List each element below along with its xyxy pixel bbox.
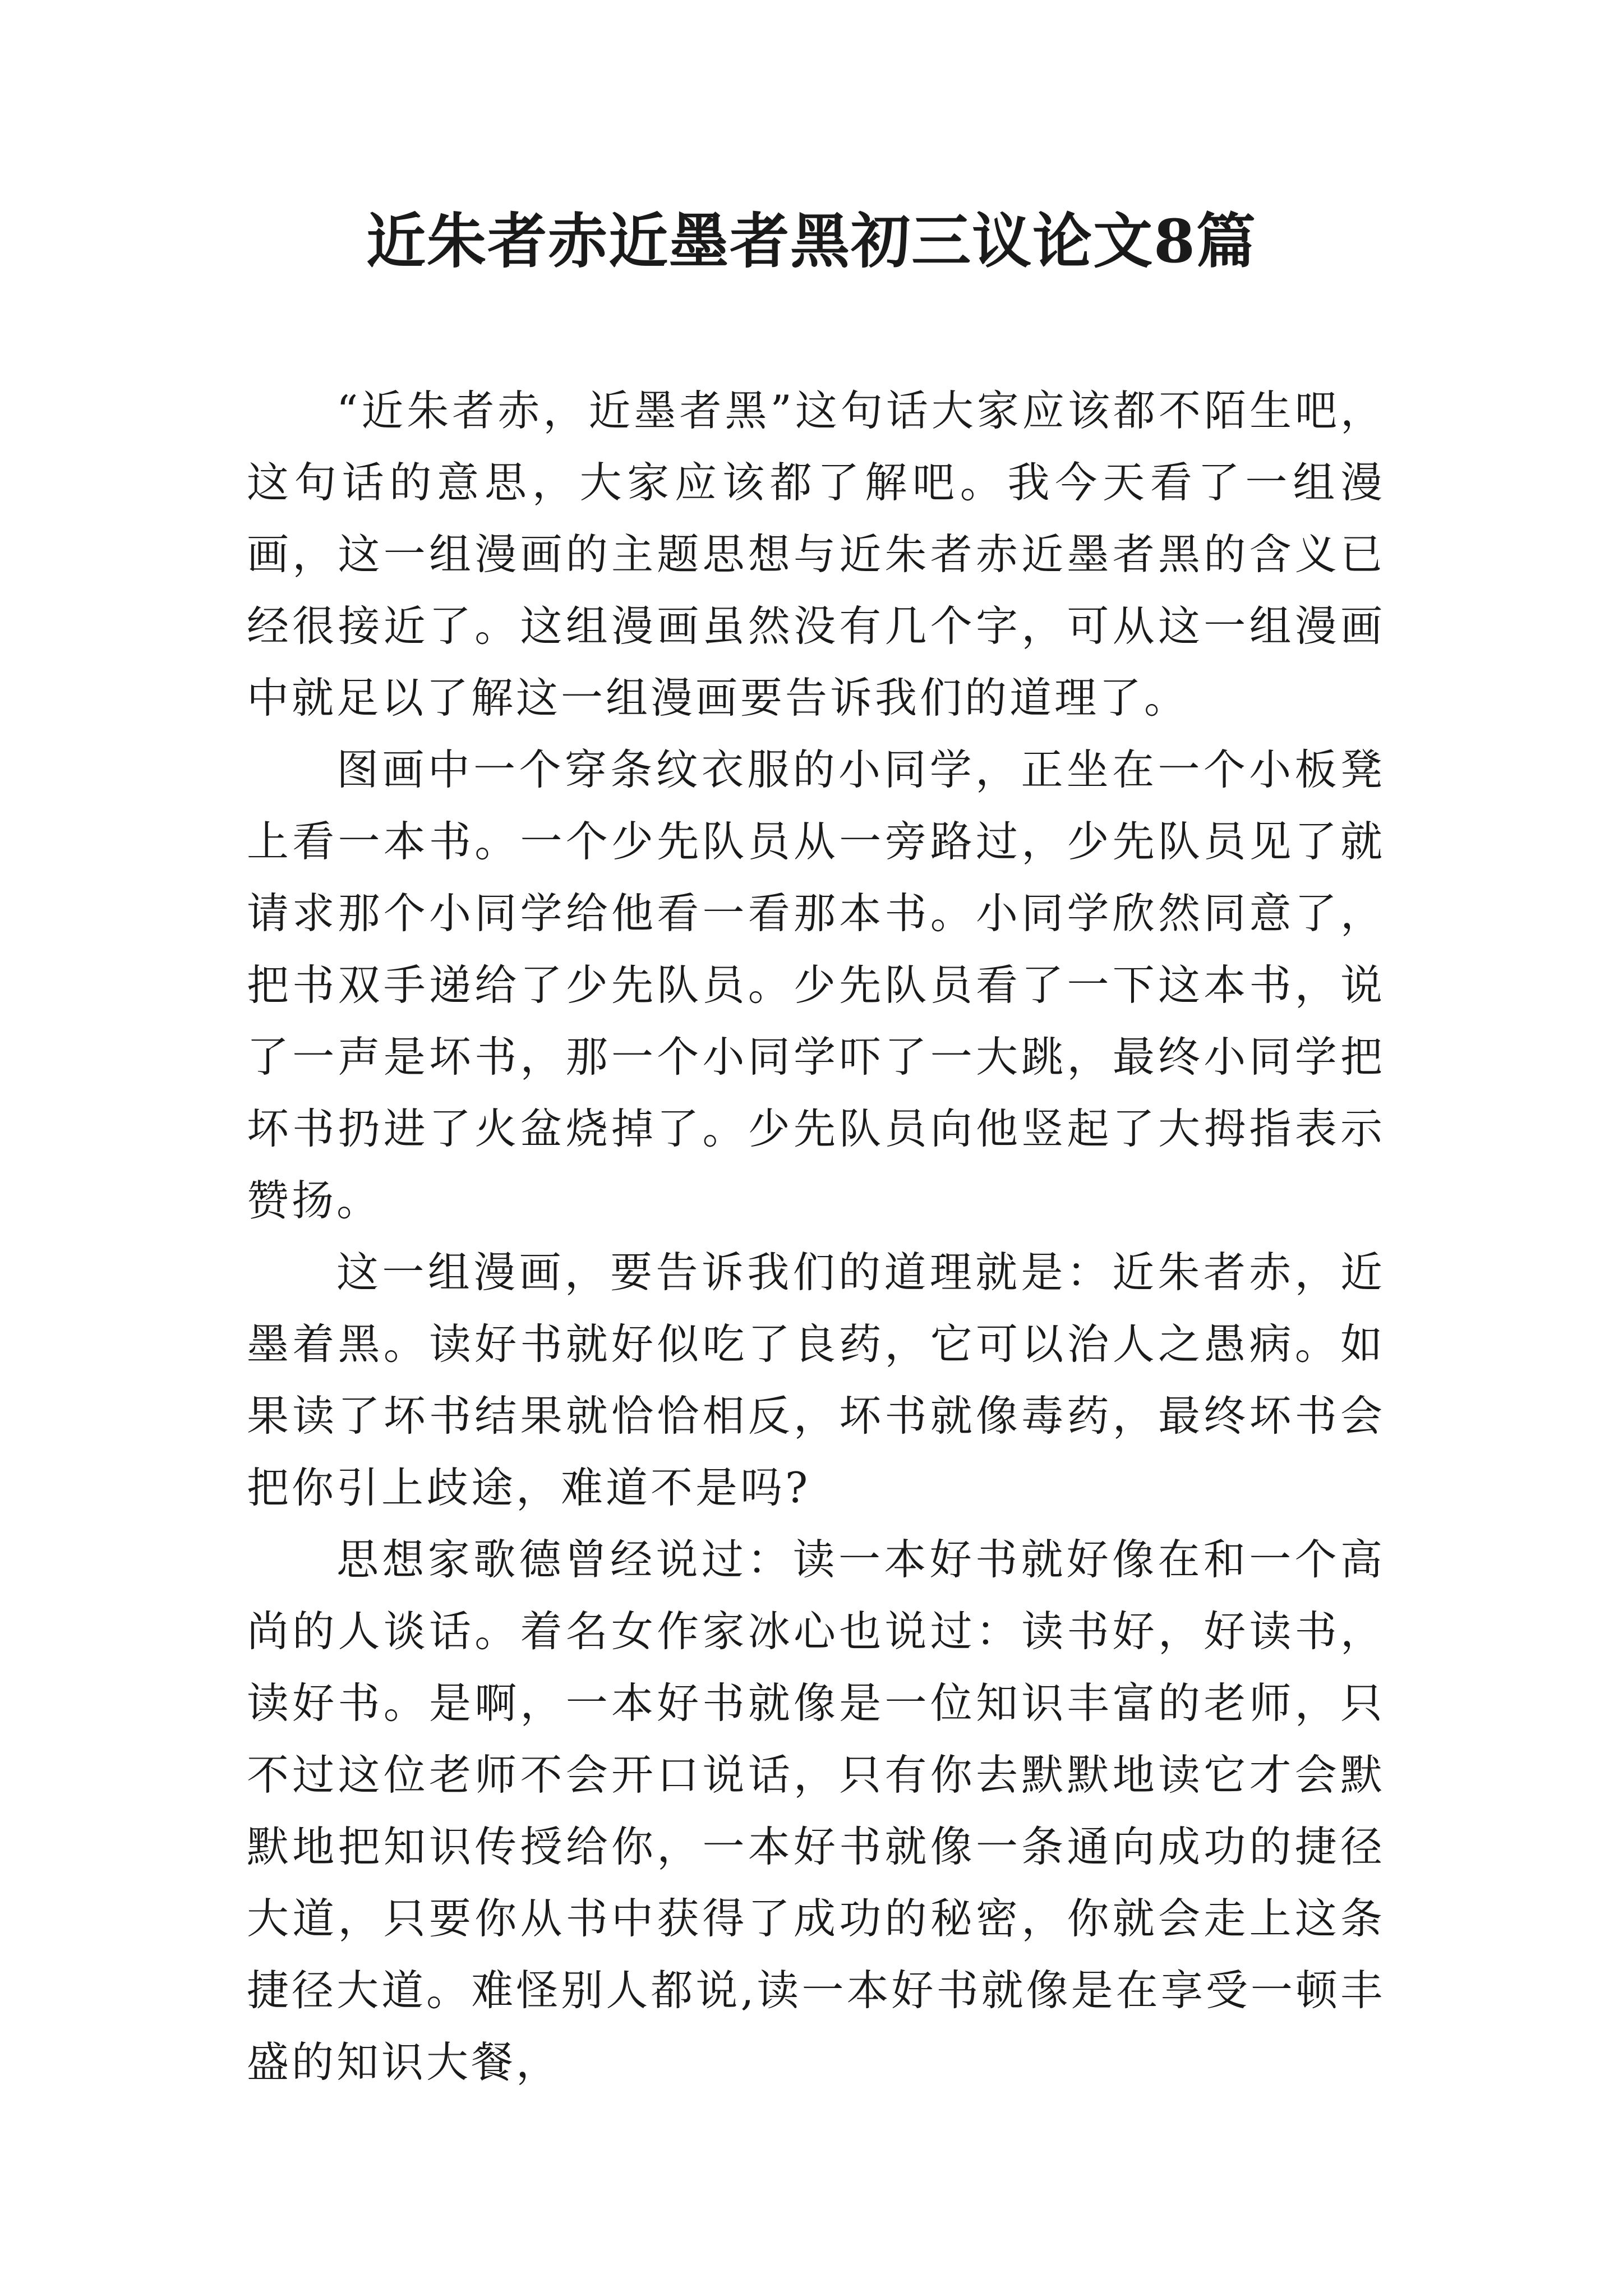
document-title: 近朱者赤近墨者黑初三议论文8篇 xyxy=(366,206,1257,276)
document-body xyxy=(247,375,1385,2098)
paragraph-3: 这一组漫画，要告诉我们的道理就是：近朱者赤，近墨着黑。读好书就好似吃了良药，它可以治人之愚病。如果读了坏书结果就恰恰相反，坏书就像毒药，最终坏书会把你引上歧途，难道不是吗? xyxy=(247,1248,1385,1512)
paragraph-1: “近朱者赤，近墨者黑”这句话大家应该都不陌生吧，这句话的意思，大家应该都了解吧。我今天看了一组漫画，这一组漫画的主题思想与近朱者赤近墨者黑的含义已经很接近了。这组漫画虽然没有几个字，可从这一组漫画中就足以了解这一组漫画要告诉我们的道理了。 xyxy=(247,386,1385,723)
paragraph-2: 图画中一个穿条纹衣服的小同学，正坐在一个小板凳上看一本书。一个少先队员从一旁路过，少先队员见了就请求那个小同学给他看一看那本书。小同学欣然同意了，把书双手递给了少先队员。少先队员看了一下这本书，说了一声是坏书，那一个小同学吓了一大跳，最终小同学把坏书扔进了火盆烧掉了。少先队员向他竖起了大拇指表示赞扬。 xyxy=(247,745,1385,1225)
paragraph-4: 思想家歌德曾经说过：读一本好书就好像在和一个高尚的人谈话。着名女作家冰心也说过：读书好，好读书，读好书。是啊，一本好书就像是一位知识丰富的老师，只不过这位老师不会开口说话，只有你去默默地读它才会默默地把知识传授给你，一本好书就像一条通向成功的捷径大道，只要你从书中获得了成功的秘密，你就会走上这条捷径大道。难怪别人都说,读一本好书就像是在享受一顿丰盛的知识大餐， xyxy=(247,1535,1385,2087)
